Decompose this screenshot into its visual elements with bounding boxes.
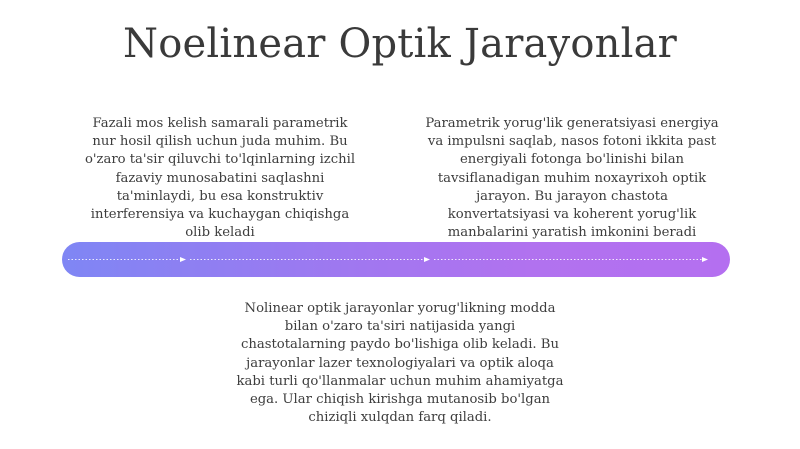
text-block-phase-matching: Fazali mos kelish samarali parametrik nur hosil qilish uchun juda muhim. Bu o'zaro ta'sir qiluvchi to'lqinlarning izchil fazaviy munosabatini saqlashni ta'minlaydi, bu esa konstruktiv interferensiya va kuchaygan chiqishga olib keladi — [84, 116, 356, 241]
text-block-parametric-generation: Parametrik yorug'lik generatsiyasi energiya va impulsni saqlab, nasos fotoni ikkita past energiyali fotonga bo'linishi bilan tavsiflanadigan muhim noxayrixoh optik jarayon. Bu jarayon chastota konvertatsiyasi va koherent yorug'lik manbalarini yaratish imkonini beradi — [425, 116, 719, 241]
page-title: Noelinear Optik Jarayonlar — [123, 21, 677, 67]
timeline-bar — [62, 242, 730, 277]
text-block-nonlinear-processes: Nolinear optik jarayonlar yorug'likning modda bilan o'zaro ta'siri natijasida yangi chastotalarning paydo bo'lishiga olib keladi. Bu jarayonlar lazer texnologiyalari va optik aloqa kabi turli qo'llanmalar uchun muhim ahamiyatga ega. Ular chiqish kirishga mutanosib bo'lgan chiziqli xulqdan farq qiladi. — [236, 301, 564, 426]
arrow-head-1 — [180, 257, 186, 262]
arrow-head-3 — [702, 257, 708, 262]
arrow-head-2 — [424, 257, 430, 262]
timeline-arrows — [62, 242, 730, 277]
